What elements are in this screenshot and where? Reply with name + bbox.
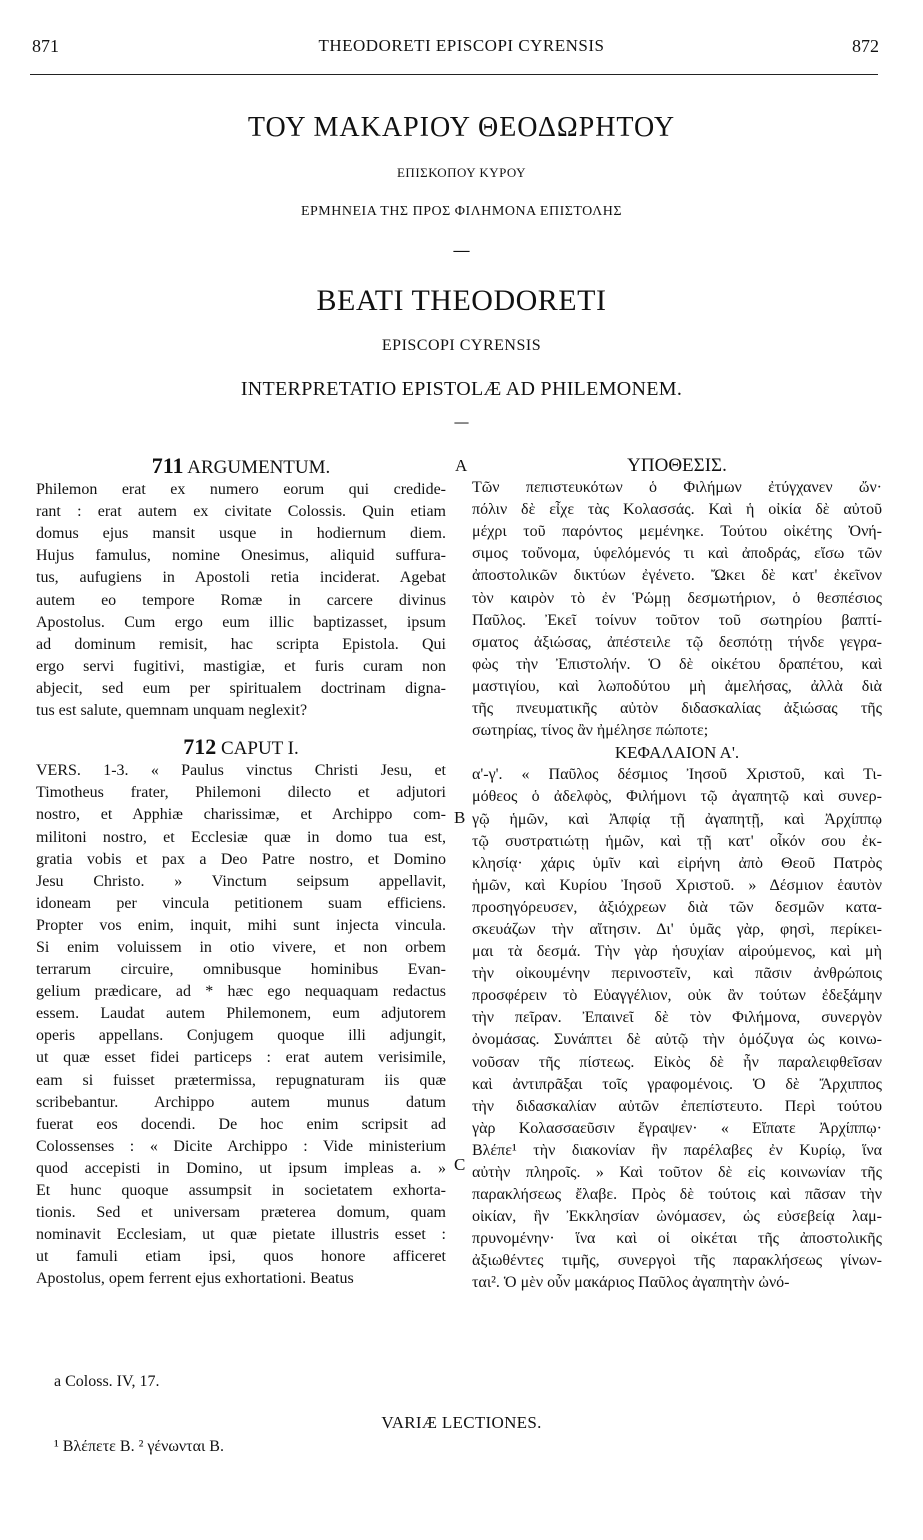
text-line: Si enim voluissem in otio vivere, et non orbem [36,938,446,956]
running-title: THEODORETI EPISCOPI CYRENSIS [318,36,605,55]
text-line: Βλέπε¹ τὴν διακονίαν ἣν παρέλαβες ἐν Κυρίῳ, ἵνα [472,1141,882,1159]
header-rule [30,74,878,75]
text-line: α'-γ'. « Παῦλος δέσμιος Ἰησοῦ Χριστοῦ, καὶ Τι- [472,766,882,784]
text-line: μέχρι τοῦ παρόντος μεμένηκε. Τούτου οἰκέτης Ὀνή- [472,523,882,541]
text-line: ad dominum remisit, hac scripta Epistola. Qui [36,635,446,653]
text-line: προσφέρειν τὸ Εὐαγγέλιον, οὐκ ἂν τούτων ἐδεξάμην [472,987,882,1005]
text-line: idoneam per vincula petitionem suam efficiens. [36,894,446,912]
text-line: προσηγόρευσεν, ἀξιόχρεων διὰ τῶν δεσμῶν κατα- [472,898,882,916]
text-line: eam si fuisset prætermissa, repugnaturam iis quæ [36,1071,446,1089]
hypothesis-text [472,477,882,742]
text-line: πόλιν δὲ εἶχε τὰς Κολασσάς. Καὶ ἡ οἰκία δὲ αὐτοῦ [472,501,882,519]
text-line: Apostolus. Cum ergo eum illic baptizasset, ipsum [36,613,446,631]
margin-letter-c: C [454,1155,466,1174]
text-line: σιμος τοὔνομα, ὑφελόμενός τι καὶ ἀποδράς, εἴσω τῶν [472,545,882,563]
text-line: τῷ συστρατιώτῃ ἡμῶν, καὶ τῇ κατ' οἶκόν σου ἐκ- [472,832,882,850]
latin-footnote: a Coloss. IV, 17. [54,1373,160,1390]
text-line: φὼς τὴν Ἐπιστολήν. Ὁ δὲ οἰκέτου δραπέτου, καὶ [472,655,882,673]
text-line: VERS. 1-3. « Paulus vinctus Christi Jesu, et [36,762,446,780]
text-line: tus est salute, quemnam unquam neglexit? [36,702,308,720]
text-line: Philemon erat ex numero eorum qui credide- [36,481,446,499]
text-line: autem eo tempore Romæ in carcere divinus [36,591,446,609]
text-line: nostro, et Apphiæ charissimæ, et Archippo com- [36,806,446,824]
text-line: τὴν οἰκουμένην περινοστεῖν, καὶ πᾶσιν ἀνθρώποις [472,965,882,983]
argumentum-text [36,479,446,722]
text-line: σματος ἀξιώσας, ἀπέστειλε τῷ δεσπότῃ τήνδε γεγρα- [472,633,882,651]
caput-title: CAPUT I. [220,738,299,760]
text-line: militoni nostro, et Ecclesiæ quæ in domo tua est, [36,828,446,846]
text-line: Hujus famulus, nomine Onesimus, aliquid suffura- [36,547,446,565]
text-line: scribebantur. Archippo autem munus datum [36,1093,446,1111]
text-line: Propter vos enim, inquit, mihi sunt injecta vincula. [36,916,446,934]
text-line: τὸν καιρὸν τὸ ἐν Ῥώμῃ δεσμωτήριον, ὁ θεσπέσιος [472,589,882,607]
latin-subtitle-interpretation: INTERPRETATIO EPISTOLÆ AD PHILEMONEM. [240,378,683,400]
text-line: abjecit, sed eum per spiritualem doctrinam digna- [36,679,446,697]
text-line: terrarum circuire, omnibusque hominibus Evan- [36,961,446,979]
heading-separator: — [453,242,470,259]
text-line: γῷ ἡμῶν, καὶ Ἀπφίᾳ τῇ ἀγαπητῇ, καὶ Ἀρχίππῳ [472,810,882,828]
variae-lectiones-notes: ¹ Βλέπετε B. ² γένωνται B. [54,1438,224,1455]
greek-title: ΤΟΥ ΜΑΚΑΡΙΟΥ ΘΕΟΔΩΡΗΤΟΥ [247,112,676,143]
latin-subtitle-bishop: EPISCOPI CYRENSIS [381,337,542,354]
argumentum-heading [36,455,446,479]
text-line: tus, aufugiens in Apostoli retia inciderat. Agebat [36,569,446,587]
text-line: domus ejus mansit usque in hodiernum diem. [36,525,446,543]
text-line: rant : erat autem ex civitate Colossis. Quin etiam [36,503,446,521]
text-line: Jesu Christo. » Vinctum seipsum appellavit, [36,872,446,890]
text-line: Τῶν πεπιστευκότων ὁ Φιλήμων ἐτύγχανεν ὤν· [472,479,882,497]
text-line: τὴν πεῖραν. Ἐπαινεῖ δὲ τὸν Φιλήμονα, συνεργὸν [472,1009,882,1027]
latin-column [36,455,446,1290]
text-line: σωτηρίας, τίνος ἂν ἠμέλησε πώποτε; [472,722,709,740]
text-line: Apostolus, opem ferrent ejus exhortationi. Beatus [36,1270,354,1288]
text-line: essem. Laudat autem Philemonem, eum adjutorem [36,1005,446,1023]
greek-column [472,455,882,1295]
caput-heading [36,736,446,760]
text-line: μαι τὰ δεσμά. Τὴν γὰρ ἡσυχίαν αἱρούμενος, καὶ μὴ [472,943,882,961]
text-line: σκευάζων τὴν αἴτησιν. Δι' ὑμᾶς γὰρ, φησὶ, περίκει- [472,920,882,938]
text-line: καὶ ἀντιπρᾶξαι τοῖς γραφομένοις. Ὁ δὲ Ἄρχιππος [472,1075,882,1093]
text-line: ut famuli etiam ipsi, quos honore afficeret [36,1248,446,1266]
text-line: ὀνομάσας. Συνάπτει δὲ αὐτῷ τὴν ὁμόζυγα ὡς κοινω- [472,1031,882,1049]
text-line: μαστιγίου, καὶ λωποδύτου μὴ ἀμελήσας, ἀλλὰ διὰ [472,677,882,695]
argumentum-title: ARGUMENTUM. [187,457,331,478]
text-line: ἀποστολικῶν δικτύων ἐγένετο. Ὤκει δὲ κατ' ἐκεῖνον [472,567,882,585]
text-line: αὐτὴν πληροῖς. » Καὶ τοῦτον δὲ εἰς κοινωνίαν τῆς [472,1164,882,1181]
text-line: Παῦλος. Ἐκεῖ τοίνυν τοῦτον τοῦ σωτηρίου βαπτί- [472,611,882,629]
text-line: Et hunc quoque assumpsit in societatem exhorta- [36,1182,446,1199]
text-line: παρακλήσεως ἔλαβε. Πρὸς δὲ τούτοις καὶ πᾶσαν τὴν [472,1186,882,1204]
text-line: Timotheus frater, Philemoni dilecto et adjutori [36,784,446,802]
text-line: nominavit Ecclesiam, ut quæ pietate illustris esset : [36,1226,446,1244]
text-line: τὴν διδασκαλίαν αὐτῶν ἐπεπίστευτο. Περὶ τούτου [472,1097,882,1115]
text-line: μόθεος ὁ ἀδελφὸς, Φιλήμονι τῷ ἀγαπητῷ καὶ συνερ- [472,788,882,806]
column-number: 712 [183,734,217,760]
page-number-left: 871 [32,36,59,56]
hypothesis-heading: ΥΠΟΘΕΣΙΣ. [627,455,727,476]
page-number-right: 872 [852,36,879,56]
text-line: κλησίᾳ· χάρις ὑμῖν καὶ εἰρήνη ἀπὸ Θεοῦ Πατρὸς [472,854,882,872]
text-line: ἡμῶν, καὶ Κυρίου Ἰησοῦ Χριστοῦ. » Δέσμιον ἑαυτὸν [472,876,882,894]
heading-separator-2: — [454,415,469,430]
column-number: 711 [151,453,184,478]
kephalaion-text [472,764,882,1294]
text-line: gelium prædicare, ad * hæc ego nequaquam redactus [36,983,446,1001]
text-line: τῆς πνευματικῆς αὐτὸν διδασκαλίας ἀξιώσας τῆς [472,700,882,718]
text-line: γὰρ Κολασσαεῦσιν ἔγραψεν· « Εἴπατε Ἀρχίππῳ· [472,1119,882,1137]
greek-subtitle-bishop: ΕΠΙΣΚΟΠΟΥ ΚΥΡΟΥ [396,165,527,180]
text-line: gratia vobis et pax a Deo Patre nostro, et Domino [36,850,446,868]
caput-text [36,760,446,1290]
margin-letter-b: B [454,808,466,827]
margin-letter-a: A [455,456,468,475]
text-line: ἀξιωθέντες τιμῆς, συνεργοὶ τῆς παρακλήσεως γίνων- [472,1252,882,1270]
text-line: οἰκίαν, ἣν Ἐκκλησίαν ὠνόμασεν, ὡς εὐσεβείᾳ λαμ- [472,1208,882,1226]
variae-lectiones-title: VARIÆ LECTIONES. [381,1413,542,1432]
text-line: ται². Ὁ μὲν οὖν μακάριος Παῦλος ἀγαπητὴν ὠνό- [472,1274,790,1292]
text-line: ut quæ esset fidei particeps : erat autem verisimile, [36,1049,446,1067]
text-line: quod accepisti in Domino, ut ipsum impleas a. » [36,1159,446,1177]
greek-subtitle-interpretation: ΕΡΜΗΝΕΙΑ ΤΗΣ ΠΡΟΣ ΦΙΛΗΜΟΝΑ ΕΠΙΣΤΟΛΗΣ [300,204,623,219]
text-line: operis appellans. Conjugem quoque illi adjungit, [36,1027,446,1045]
text-line: fuerat eos docendi. De hoc enim scripsit ad [36,1115,446,1133]
latin-title: BEATI THEODORETI [316,284,607,317]
text-line: νοῦσαν τῆς πίστεως. Εἰκὸς δὲ ἦν παραλειφθεῖσαν [472,1053,882,1071]
text-line: ergo servi fugitivi, mastigiæ, et furis curam non [36,657,446,675]
text-line: πρυνομένην· ἵνα καὶ οἱ οἰκέται τῆς ἀποστολικῆς [472,1230,882,1248]
text-line: tionis. Sed et universam præterea domum, quam [36,1204,446,1222]
text-line: Colossenses : « Dicite Archippo : Vide ministerium [36,1137,446,1155]
kephalaion-heading: ΚΕΦΑΛΑΙΟΝ Α'. [614,743,740,763]
